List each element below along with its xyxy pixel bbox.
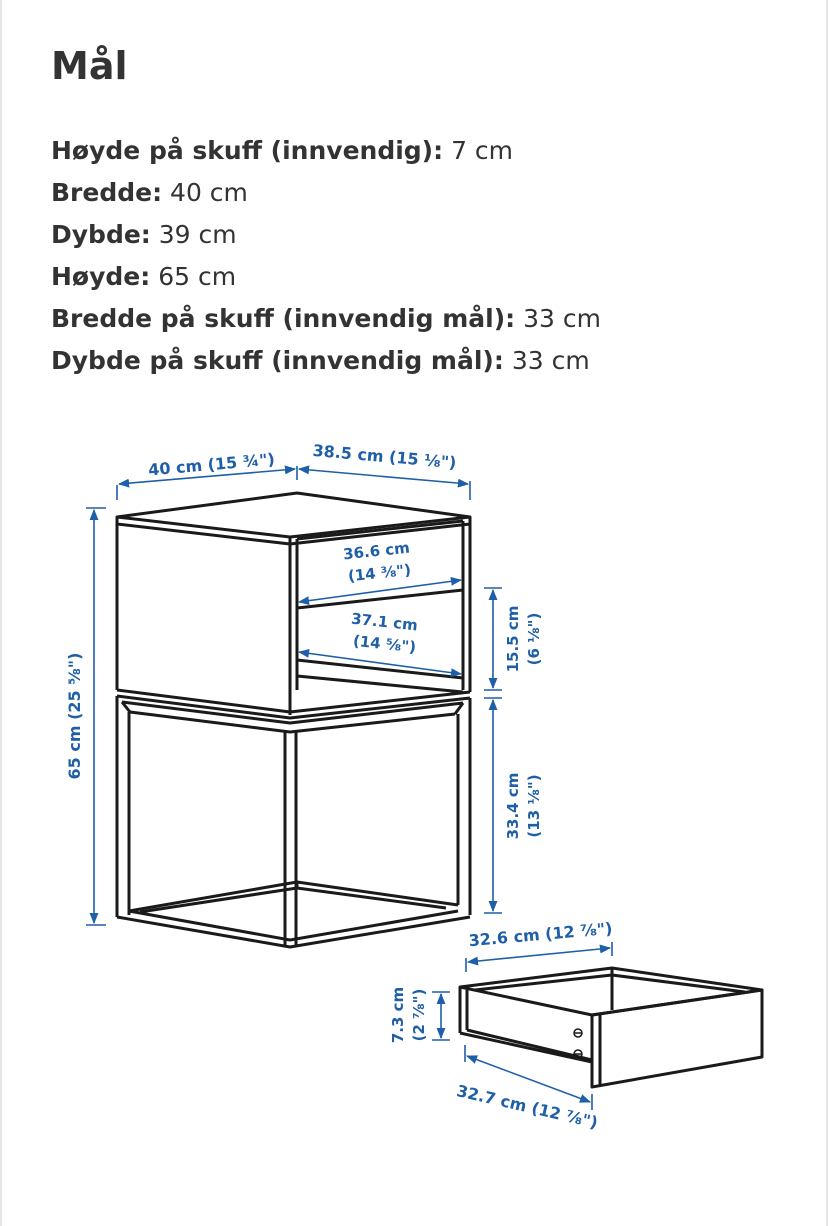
- dim-label-leg-height-cm: 33.4 cm: [504, 772, 522, 840]
- dim-label-leg-height-in: (13 ⅛"): [525, 774, 543, 838]
- drawer-front: [592, 990, 762, 1087]
- drawer-screw-icons: [574, 1029, 582, 1058]
- dim-label-width: 40 cm (15 ¾"): [147, 449, 276, 480]
- page-title: Mål: [51, 44, 128, 88]
- drawer-illustration: [460, 968, 762, 1087]
- drawer-bottom-edge: [460, 1033, 592, 1062]
- spec-label: Bredde på skuff (innvendig mål):: [51, 304, 516, 333]
- dim-label-total-height: 65 cm (25 ⅝"): [65, 652, 84, 780]
- spec-value: 7 cm: [451, 136, 514, 165]
- spec-label: Høyde på skuff (innvendig):: [51, 136, 444, 165]
- dim-label-drawer-height-cm: 7.3 cm: [389, 986, 407, 1044]
- dim-label-depth: 38.5 cm (15 ⅛"): [311, 440, 458, 473]
- dim-label-drawer-width: 32.6 cm (12 ⅞"): [467, 918, 614, 951]
- spec-value: 39 cm: [158, 220, 237, 249]
- dim-label-compartment-height-cm: 15.5 cm: [504, 605, 522, 673]
- dim-label-compartment-height-in: (6 ⅛"): [525, 612, 543, 666]
- nightstand-illustration: [117, 493, 470, 947]
- frame-bottom-rail: [117, 917, 470, 947]
- dim-label-drawer-depth: 32.7 cm (12 ⅞"): [454, 1081, 600, 1133]
- spec-label: Høyde:: [51, 262, 151, 291]
- spec-label: Dybde på skuff (innvendig mål):: [51, 346, 504, 375]
- dim-label-shelf-width-cm: 37.1 cm: [350, 609, 419, 635]
- dim-label-drawer-inner-width-cm: 36.6 cm: [342, 538, 411, 564]
- dim-label-drawer-inner-width-in: (14 ⅜"): [347, 560, 412, 586]
- dim-label-shelf-width-in: (14 ⅝"): [352, 631, 417, 657]
- spec-value: 33 cm: [523, 304, 601, 333]
- spec-label: Dybde:: [51, 220, 151, 249]
- spec-value: 40 cm: [170, 178, 248, 207]
- spec-value: 65 cm: [158, 262, 237, 291]
- table-top-edge: [117, 517, 470, 544]
- spec-value: 33 cm: [511, 346, 590, 375]
- spec-label: Bredde:: [51, 178, 163, 207]
- dim-label-drawer-height-in: (2 ⅞"): [410, 988, 428, 1042]
